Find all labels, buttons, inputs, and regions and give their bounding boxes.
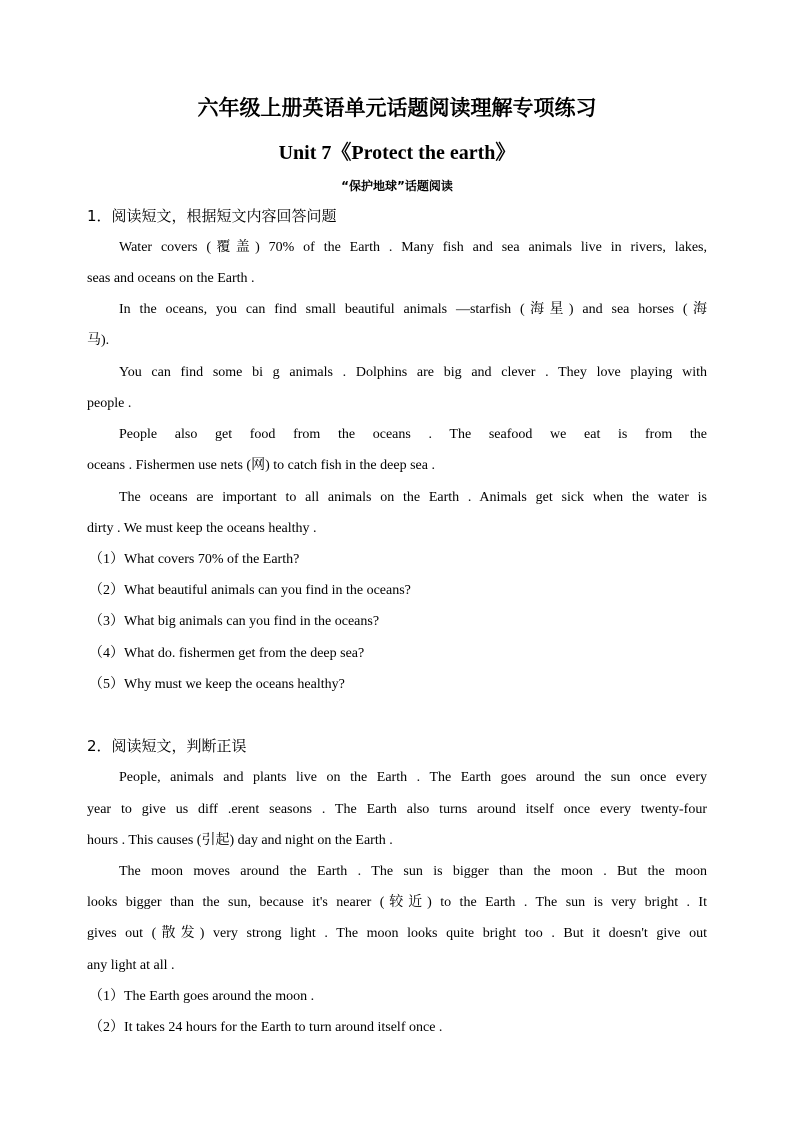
passage-1-line: In the oceans, you can find small beautiful animals —starfish (海星) and sea horses (海 [119,302,707,317]
unit-title: Unit 7《Protect the earth》 [278,142,516,164]
passage-2-line: People, animals and plants live on the Earth . The Earth goes around the sun once every [119,770,707,785]
question-5: （5）Why must we keep the oceans healthy? [89,677,345,692]
passage-1-line: dirty . We must keep the oceans healthy . [87,521,317,536]
section-2-heading: 2．阅读短文，判断正误 [87,737,247,755]
worksheet-title: 六年级上册英语单元话题阅读理解专项练习 [197,96,597,120]
statement-1: （1）The Earth goes around the moon . [89,989,315,1004]
passage-1-line: People also get food from the oceans . The seafood we eat is from the [119,427,707,442]
passage-1-line: oceans . Fishermen use nets (网) to catch fish in the deep sea . [87,458,435,473]
question-1: （1）What covers 70% of the Earth? [89,552,300,567]
passage-2-line: gives out (散发) very strong light . The moon looks quite bright too . But it doesn't give out [87,926,707,941]
passage-1-line: 马). [87,333,110,348]
statement-2: （2）It takes 24 hours for the Earth to turn around itself once . [89,1020,443,1035]
passage-2-line: looks bigger than the sun, because it's nearer (较近) to the Earth . The sun is very bright . It [87,895,707,910]
passage-2-line: any light at all . [87,958,175,973]
passage-2-line: year to give us diff .erent seasons . The Earth also turns around itself once every twenty-four [87,802,707,817]
passage-1-line: seas and oceans on the Earth . [87,271,255,286]
passage-1-line: Water covers (覆盖) 70% of the Earth . Many fish and sea animals live in rivers, lakes, [119,240,707,255]
passage-2-line: The moon moves around the Earth . The sun is bigger than the moon . But the moon [119,864,707,879]
section-1-heading: 1．阅读短文，根据短文内容回答问题 [87,207,337,225]
topic-subtitle: “保护地球”话题阅读 [341,179,453,193]
passage-2-line: hours . This causes (引起) day and night on the Earth . [87,833,393,848]
question-4: （4）What do. fishermen get from the deep sea? [89,646,365,661]
passage-1-line: The oceans are important to all animals on the Earth . Animals get sick when the water is [119,490,707,505]
question-3: （3）What big animals can you find in the oceans? [89,614,380,629]
question-2: （2）What beautiful animals can you find in the oceans? [89,583,411,598]
passage-1-line: You can find some bi g animals . Dolphins are big and clever . They love playing with [119,365,707,380]
passage-1-line: people . [87,396,132,411]
